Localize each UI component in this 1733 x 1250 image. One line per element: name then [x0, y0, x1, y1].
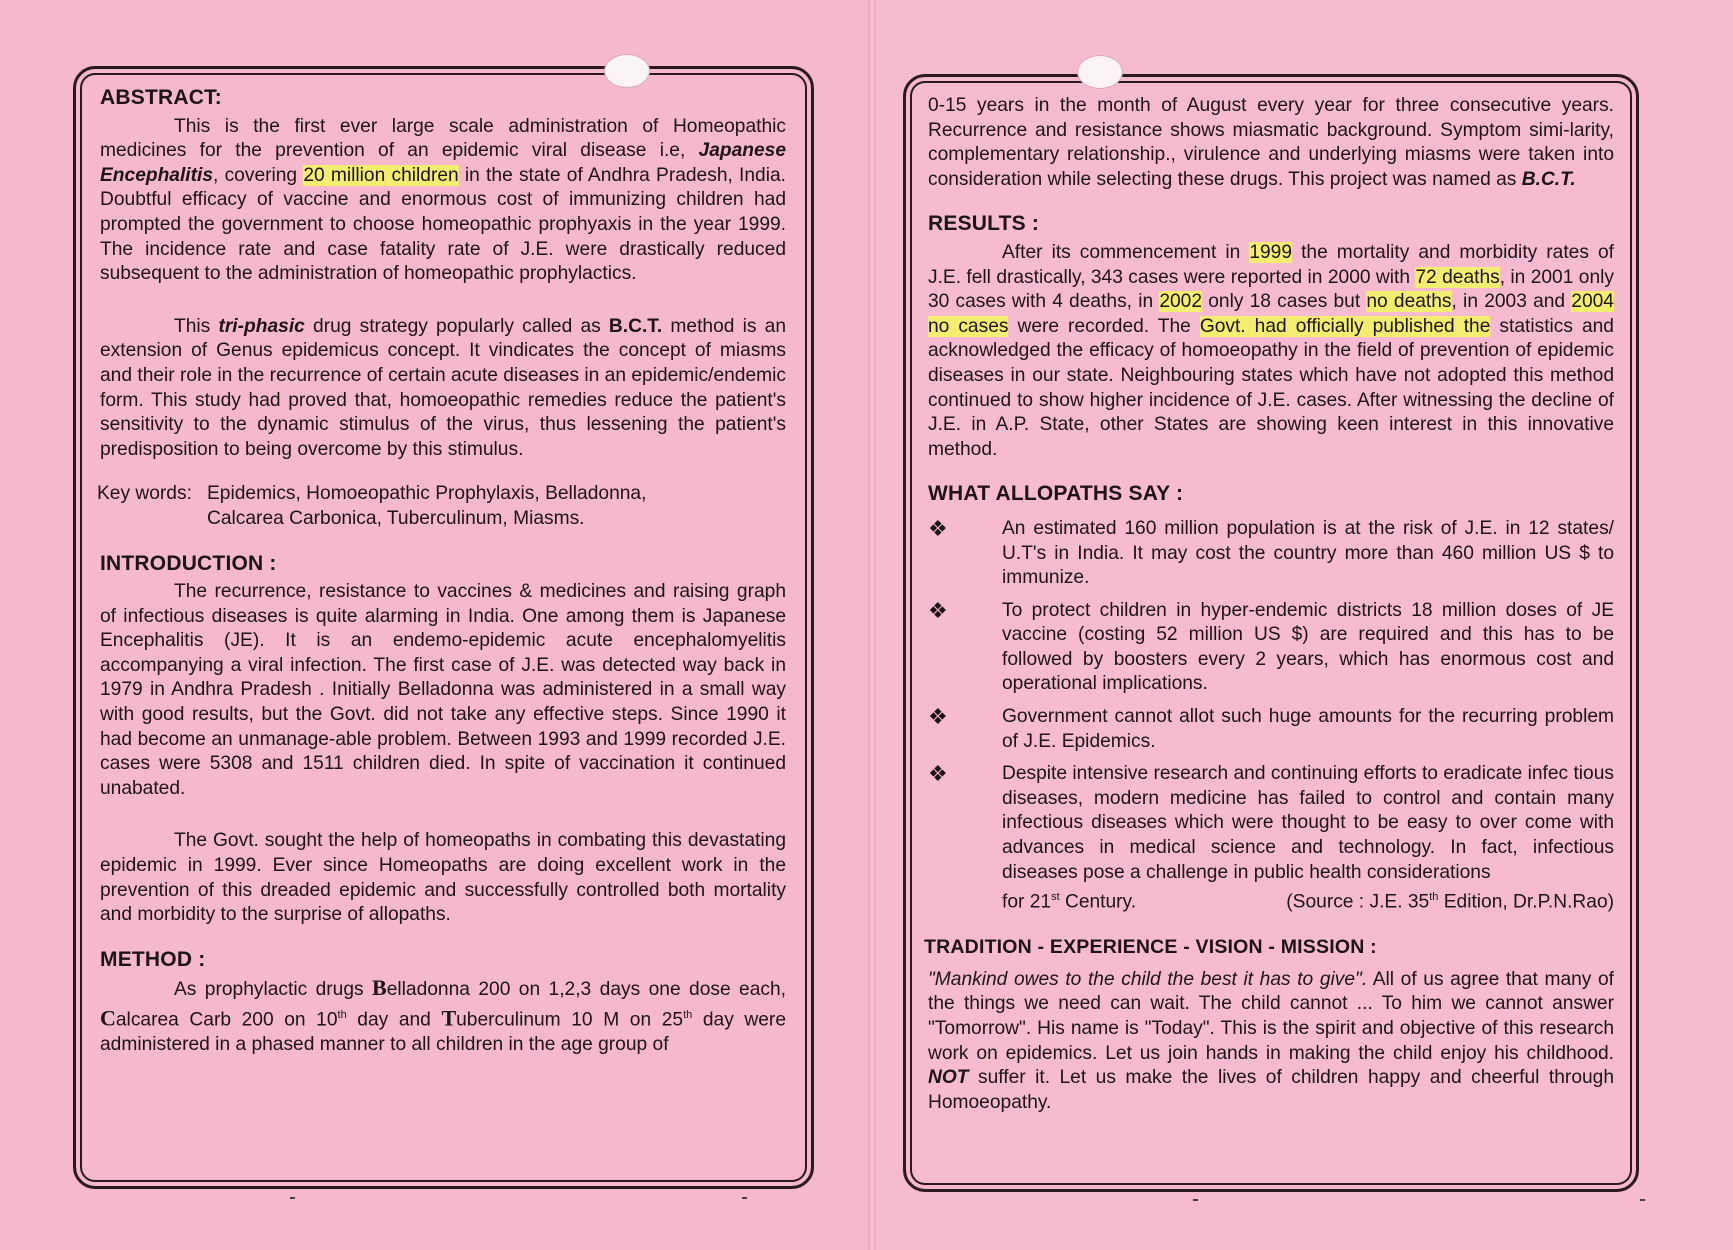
abstract-section — [100, 86, 786, 462]
introduction-paragraph-2: The Govt. sought the help of homeopaths in combating this devastating epidemic in 1999. Ever since Homeopaths are doing excellent work in the prevention of this dreaded epidemic and successfully controlled both mortality and morbidity to the surprise of allopaths. — [100, 830, 786, 926]
page-mark — [290, 1197, 295, 1199]
method-text: day were administered in a phased manner to all children in the age group of — [100, 1009, 786, 1055]
method-heading: METHOD : — [100, 947, 206, 971]
method-text: day and — [346, 1009, 442, 1031]
results-text: only 18 cases but — [1202, 291, 1367, 313]
allopaths-section — [928, 482, 1614, 915]
list-item — [928, 762, 1614, 915]
punch-hole — [1077, 55, 1123, 89]
results-text: , in 2001 only 30 cases with 4 deaths, in — [928, 266, 1614, 313]
highlighted-text: 20 million children — [303, 164, 459, 186]
abstract-text: drug strategy popularly called as — [304, 315, 609, 337]
results-text: the mortality and morbidity rates of J.E. fell drastically, 343 cases were reported in 2000 with — [928, 241, 1614, 288]
method-section — [100, 948, 786, 1058]
drug-initial: C — [100, 1005, 116, 1031]
keywords — [97, 482, 786, 531]
bct-emphasis: B.C.T. — [1521, 168, 1576, 190]
diamond-bullet-icon: ❖ — [928, 597, 948, 623]
method-continuation — [928, 94, 1614, 192]
abstract-heading: ABSTRACT: — [100, 86, 222, 109]
continuation-text: 0-15 years in the month of August every year for three consecutive years. Recurrence and resistance shows miasmatic background. Symptom simi-larity, complementary relationship., virulence and underlying miasms were taken into consideration while selecting these drugs. This project was named as — [928, 95, 1614, 190]
page-mark — [1640, 1199, 1645, 1201]
quote-text: "Mankind owes to the child the best it has to give". — [928, 968, 1368, 990]
bullet-text: To protect children in hyper-endemic districts 18 million doses of JE vaccine (costing 52 million US $) are required and this has to be followed by boosters every 2 years, which has enormous cost and operational implications. — [1002, 599, 1614, 695]
introduction-paragraph-1: The recurrence, resistance to vaccines & medicines and raising graph of infectious diseases is quite alarming in India. One among them is Japanese Encephalitis (JE). It is an endemo-epidemic acute encephalomyelitis accompanying a viral infection. The first case of J.E. was detected way back in 1979 in Andhra Pradesh . Initially Belladonna was administered in a small way with good results, but the Govt. did not take any effective steps. Since 1990 it had become an unmanage-able problem. Between 1993 and 1999 recorded J.E. cases were 5308 and 1511 children died. In spite of vaccination it continued unabated. — [100, 581, 786, 799]
diamond-bullet-icon: ❖ — [928, 761, 948, 787]
drug-initial: T — [441, 1005, 457, 1031]
highlighted-text: 72 deaths — [1415, 266, 1500, 288]
keywords-label: Key words: — [97, 483, 192, 505]
abstract-text: in the state of Andhra Pradesh, India. Doubtful efficacy of vaccine and enormous cost of immunizing children had prompted the government to choose homeopathic prophyaxis in the year 1999. The incidence rate and case fatality rate of J.E. were drastically reduced subsequent to the administration of homeopathic prophylactics. — [100, 164, 786, 285]
abstract-text: This is the first ever large scale administration of Homeopathic medicines for the prevention of an epidemic viral disease i.e, — [100, 115, 786, 162]
results-text: After its commencement in — [1002, 241, 1250, 263]
diamond-bullet-icon: ❖ — [928, 704, 948, 730]
results-text: , in 2003 and — [1451, 291, 1572, 313]
century-text-part: Century. — [1059, 891, 1137, 913]
superscript: st — [1051, 891, 1060, 904]
diamond-bullet-icon: ❖ — [928, 515, 948, 541]
left-page-content — [97, 86, 786, 1058]
method-text: As prophylactic drugs — [174, 979, 373, 1001]
abstract-paragraph-1 — [100, 115, 786, 287]
abstract-text: This — [174, 315, 219, 337]
right-page-content — [924, 94, 1614, 1115]
highlighted-text: 2004 no cases — [928, 291, 1614, 337]
superscript: th — [1429, 891, 1439, 904]
highlighted-text: no deaths — [1366, 291, 1452, 313]
tradition-heading: TRADITION - EXPERIENCE - VISION - MISSION : — [924, 936, 1377, 959]
abstract-text: method is an extension of Genus epidemicus concept. It vindicates the concept of miasms and their role in the recurrence of certain acute diseases in an epidemic/endemic form. This study had proved that, homoeopathic remedies reduce the patient's sensitivity to the dynamic stimulus of the virus, thus lessening the patient's predisposition to being overcome by this stimulus. — [100, 315, 786, 460]
century-text — [1002, 885, 1136, 915]
bullet-text: An estimated 160 million population is at the risk of J.E. in 12 states/ U.T's in India. It may cost the country more than 460 million US $ to immunize. — [1002, 517, 1614, 589]
results-text: statistics and acknowledged the efficacy of homoeopathy in the field of prevention of epidemic diseases in our state. Neighbouring states which have not adopted this method continued to show higher incidence of J.E. cases. After witnessing the decline of J.E. in A.P. State, other States are showing keen interest in this innovative method. — [928, 315, 1614, 460]
abstract-text: , covering — [213, 164, 304, 186]
method-text: alcarea Carb 200 on 10 — [115, 1009, 338, 1031]
triphasic-emphasis: tri-phasic — [218, 315, 305, 337]
abstract-paragraph-2 — [100, 315, 786, 463]
tradition-text: suffer it. Let us make the lives of children happy and cheerful through Homoeopathy. — [928, 1067, 1614, 1113]
disease-name-emphasis: Japanese Encephalitis — [100, 140, 786, 186]
punch-hole — [604, 54, 650, 88]
method-paragraph — [100, 976, 786, 1057]
highlighted-text: 1999 — [1249, 241, 1293, 263]
method-text: uberculinum 10 M on 25 — [456, 1009, 684, 1031]
highlighted-text: 2002 — [1159, 291, 1203, 313]
superscript: th — [683, 1009, 693, 1021]
source-line — [1002, 885, 1614, 915]
allopaths-heading: WHAT ALLOPATHS SAY : — [928, 482, 1184, 506]
keywords-line-1: Epidemics, Homoeopathic Prophylaxis, Belladonna, — [207, 483, 647, 505]
not-emphasis: NOT — [928, 1067, 969, 1089]
list-item — [928, 517, 1614, 591]
results-section — [928, 212, 1614, 462]
tradition-paragraph — [928, 968, 1614, 1116]
list-item — [928, 599, 1614, 697]
introduction-heading: INTRODUCTION : — [100, 551, 277, 575]
source-text: (Source : J.E. 35 — [1286, 891, 1430, 913]
page-mark — [742, 1197, 747, 1199]
results-text: were recorded. The — [1008, 315, 1200, 337]
method-text: elladonna 200 on 1,2,3 days one dose each, — [386, 979, 786, 1001]
bullet-text-block — [1002, 762, 1614, 915]
results-heading: RESULTS : — [928, 212, 1040, 236]
tradition-section — [924, 935, 1614, 1115]
drug-initial: B — [372, 975, 387, 1001]
keywords-line-2: Calcarea Carbonica, Tuberculinum, Miasms. — [207, 507, 585, 529]
highlighted-text: Govt. had officially published the — [1199, 315, 1491, 337]
results-paragraph — [928, 241, 1614, 462]
bullet-text: Government cannot allot such huge amounts for the recurring problem of J.E. Epidemics. — [1002, 706, 1614, 752]
bct-emphasis: B.C.T. — [608, 315, 663, 337]
page-fold — [868, 0, 876, 1250]
introduction-section — [100, 552, 786, 928]
source-citation — [1286, 885, 1614, 915]
bullet-text: Despite intensive research and continuing efforts to eradicate infec tious diseases, modern medicine has failed to control and contain many infectious diseases which were thought to be easy to over come with advances in medical science and technology. In fact, infectious diseases pose a challenge in public health considerations — [1002, 763, 1614, 883]
list-item — [928, 705, 1614, 754]
century-text-part: for 21 — [1002, 891, 1052, 913]
tradition-text: All of us agree that many of the things we need can wait. The child cannot ... To him we cannot answer "Tomorrow". His name is "Today". This is the spirit and objective of this research work on epidemics. Let us join hands in making the child enjoy his childhood. — [928, 968, 1614, 1064]
page-mark — [1193, 1199, 1198, 1201]
source-text: Edition, Dr.P.N.Rao) — [1438, 891, 1614, 913]
superscript: th — [337, 1009, 347, 1021]
